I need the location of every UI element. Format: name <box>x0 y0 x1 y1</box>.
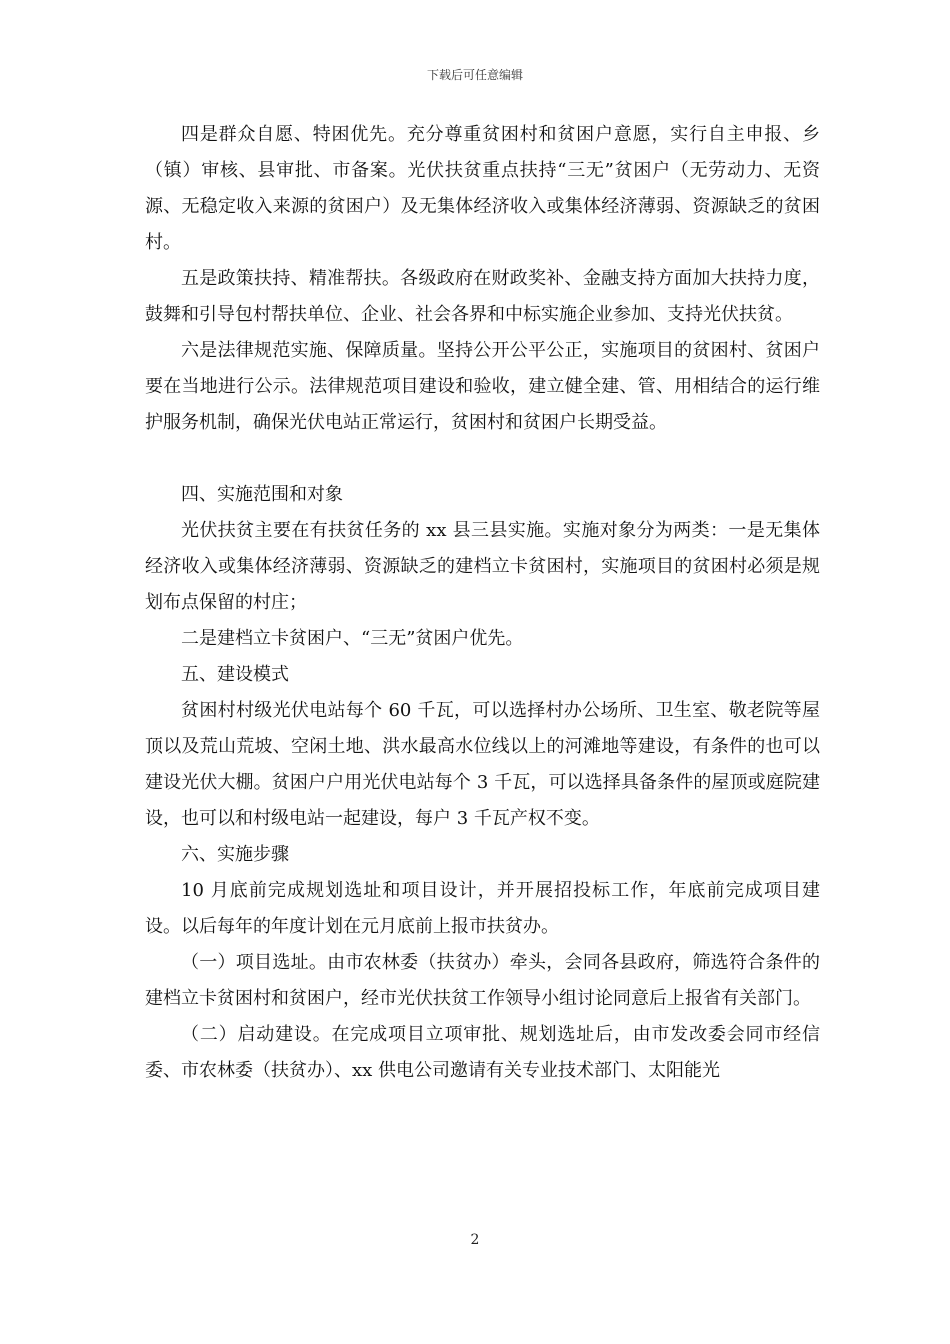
section-heading-steps: 六、实施步骤 <box>181 844 289 865</box>
page-number: 2 <box>470 1232 480 1248</box>
paragraph-steps: 10 月底前完成规划选址和项目设计，并开展招投标工作，年底前完成项目建设。以后每年的年度计划在元月底前上报市扶贫办。 <box>145 880 820 937</box>
section-heading-scope: 四、实施范围和对象 <box>181 484 343 505</box>
paragraph-principle-6: 六是法律规范实施、保障质量。坚持公开公平公正，实施项目的贫困村、贫困户要在当地进行公示。法律规范项目建设和验收，建立健全建、管、用相结合的运行维护服务机制，确保光伏电站正常运行，贫困村和贫困户长期受益。 <box>145 340 820 433</box>
paragraph-start-construction: （二）启动建设。在完成项目立项审批、规划选址后，由市发改委会同市经信委、市农林委（扶贫办）、xx 供电公司邀请有关专业技术部门、太阳能光 <box>145 1024 820 1081</box>
paragraph-scope-2: 二是建档立卡贫困户、“三无”贫困户优先。 <box>181 628 524 649</box>
paragraph-gap <box>145 441 820 477</box>
paragraph-principle-5: 五是政策扶持、精准帮扶。各级政府在财政奖补、金融支持方面加大扶持力度，鼓舞和引导包村帮扶单位、企业、社会各界和中标实施企业参加、支持光伏扶贫。 <box>145 268 820 325</box>
page-header: 下载后可任意编辑 <box>426 68 523 82</box>
section-heading-mode: 五、建设模式 <box>181 664 289 685</box>
paragraph-mode: 贫困村村级光伏电站每个 60 千瓦，可以选择村办公场所、卫生室、敬老院等屋顶以及荒山荒坡、空闲土地、洪水最高水位线以上的河滩地等建设，有条件的也可以建设光伏大棚。贫困户户用光伏电站每个 3 千瓦，可以选择具备条件的屋顶或庭院建设，也可以和村级电站一起建设，每户 3 千瓦产权不变。 <box>145 700 820 829</box>
paragraph-scope: 光伏扶贫主要在有扶贫任务的 xx 县三县实施。实施对象分为两类：一是无集体经济收入或集体经济薄弱、资源缺乏的建档立卡贫困村，实施项目的贫困村必须是规划布点保留的村庄； <box>145 520 820 613</box>
paragraph-principle-4: 四是群众自愿、特困优先。充分尊重贫困村和贫困户意愿，实行自主申报、乡（镇）审核、县审批、市备案。光伏扶贫重点扶持“三无”贫困户（无劳动力、无资源、无稳定收入来源的贫困户）及无集体经济收入或集体经济薄弱、资源缺乏的贫困村。 <box>145 124 820 253</box>
document-body <box>145 117 820 1089</box>
paragraph-site-selection: （一）项目选址。由市农林委（扶贫办）牵头，会同各县政府，筛选符合条件的建档立卡贫困村和贫困户，经市光伏扶贫工作领导小组讨论同意后上报省有关部门。 <box>145 952 820 1009</box>
